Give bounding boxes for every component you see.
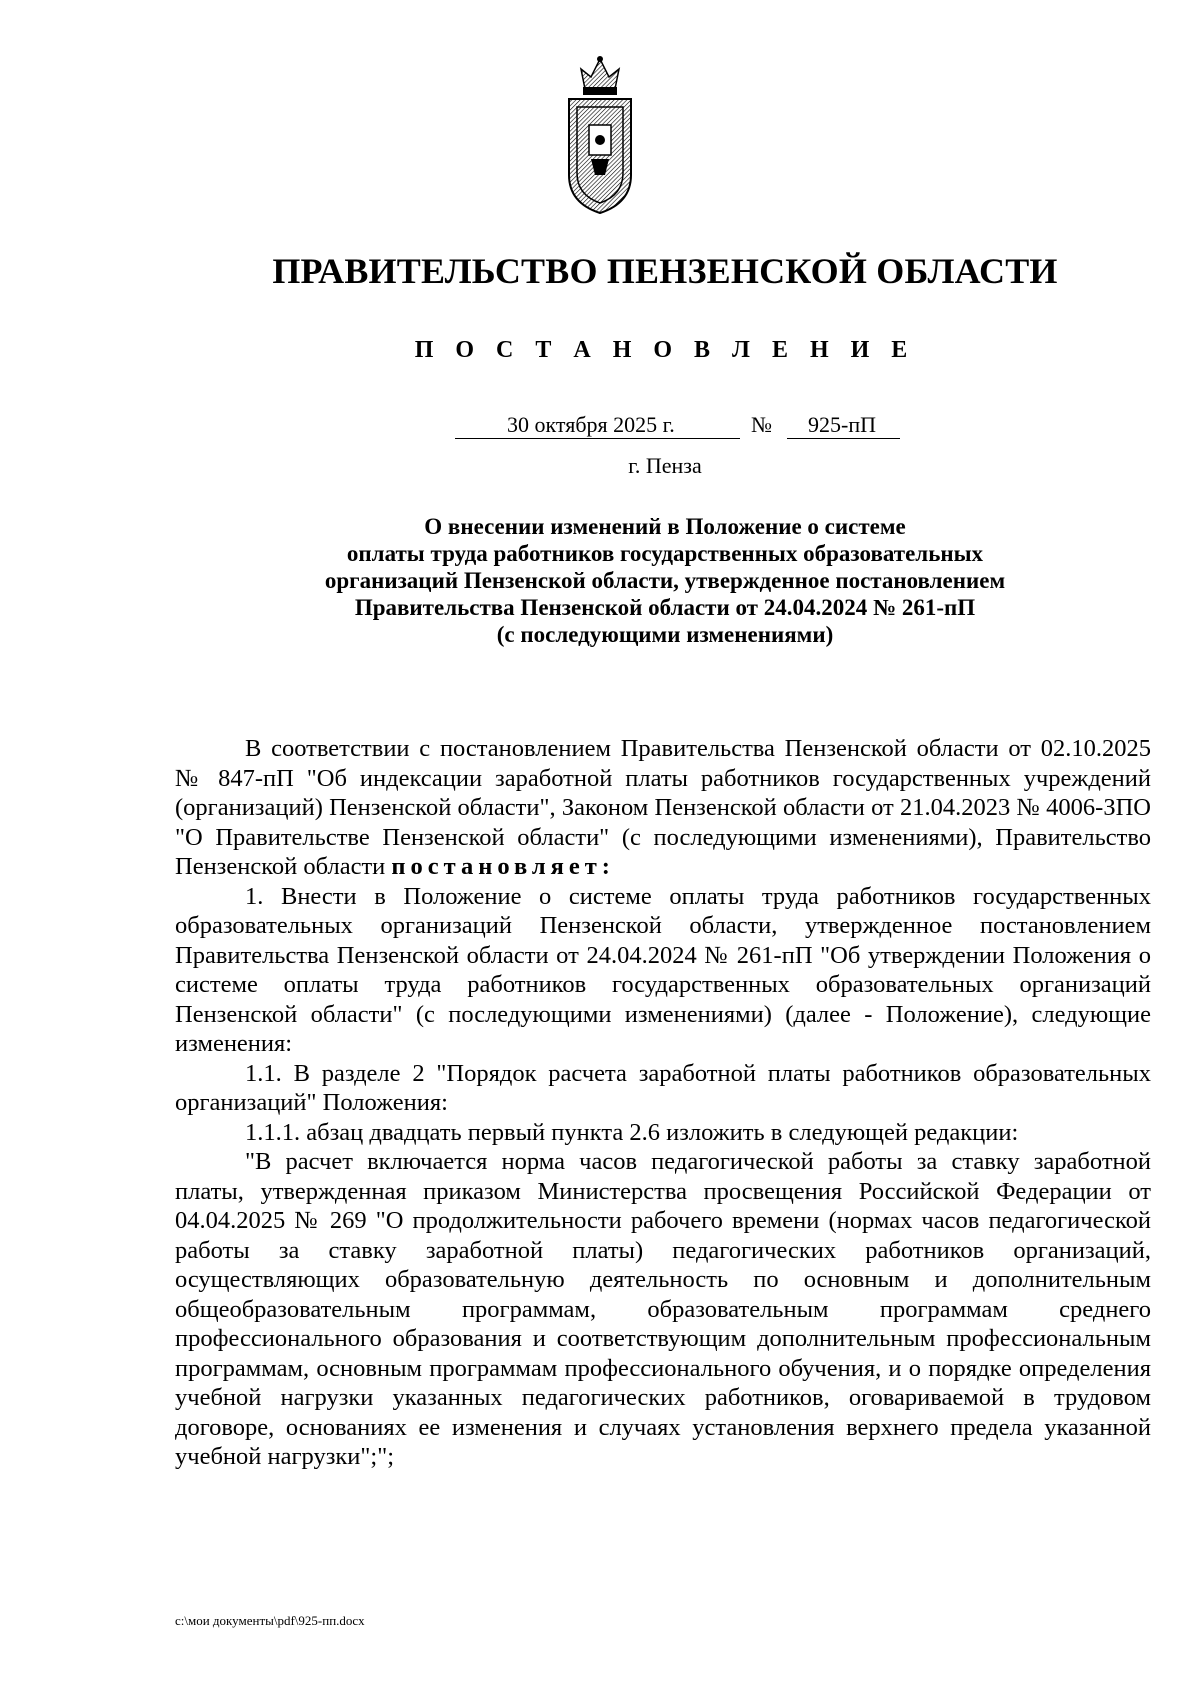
number-sign: № (751, 412, 772, 437)
document-type-heading: П О С Т А Н О В Л Е Н И Е (414, 337, 916, 363)
document-title (180, 513, 1150, 648)
title-line: организаций Пензенской области, утвержденное постановлением (324, 568, 1006, 593)
item-1-1-1-paragraph: 1.1.1. абзац двадцать первый пункта 2.6 изложить в следующей редакции: (245, 1118, 1019, 1146)
quoted-amendment-paragraph: "В расчет включается норма часов педагогической работы за ставку заработной платы, утвержденная приказом Министерства просвещения Российской Федерации от 04.04.2025 № 269 "О продолжительности рабочего времени (нормах часов педагогической работы за ставку заработной платы) педагогических работников организаций, осуществляющих образовательную деятельность по основным и дополнительным общеобразовательным программам, образовательным программам среднего профессионального образования и соответствующим дополнительным профессиональным программам, основным программам профессионального обучения, и о порядке определения учебной нагрузки указанных педагогических работников, оговариваемой в трудовом договоре, основаниях ее изменения и случаях установления верхнего предела указанной учебной нагрузки";"; (175, 1148, 1151, 1470)
preamble-paragraph (175, 734, 1151, 882)
coat-of-arms-icon (561, 55, 639, 215)
footer-file-path: c:\мои документы\pdf\925-пп.docx (175, 1613, 365, 1628)
title-line: О внесении изменений в Положение о системе (424, 514, 906, 539)
document-body (175, 734, 1151, 1472)
organization-title: ПРАВИТЕЛЬСТВО ПЕНЗЕНСКОЙ ОБЛАСТИ (272, 251, 1058, 291)
title-line: оплаты труда работников государственных образовательных (346, 541, 984, 566)
item-1-paragraph: 1. Внести в Положение о системе оплаты труда работников государственных образовательных организаций Пензенской области, утвержденное постановлением Правительства Пензенской области от 24.04.2024 № 261-пП "Об утверждении Положения о системе оплаты труда работников государственных образовательных организаций Пензенской области" (с последующими изменениями) (далее - Положение), следующие изменения: (175, 882, 1151, 1057)
title-line: (с последующими изменениями) (496, 622, 834, 647)
resolves-word: постановляет: (391, 853, 615, 880)
document-date: 30 октября 2025 г. (507, 412, 675, 437)
preamble-text: В соответствии с постановлением Правительства Пензенской области от 02.10.2025 № 847-пП "Об индексации заработной платы работников государственных учреждений (организаций) Пензенской области", Законом Пензенской области от 21.04.2023 № 4006-ЗПО "О Правительстве Пензенской области" (с последующими изменениями), Правительство Пензенской области (175, 735, 1151, 880)
item-1-1-paragraph: 1.1. В разделе 2 "Порядок расчета заработной платы работников образовательных организаций" Положения: (175, 1059, 1151, 1116)
document-number: 925-пП (808, 412, 876, 437)
document-city: г. Пенза (628, 453, 702, 478)
title-line: Правительства Пензенской области от 24.04.2024 № 261-пП (354, 595, 976, 620)
